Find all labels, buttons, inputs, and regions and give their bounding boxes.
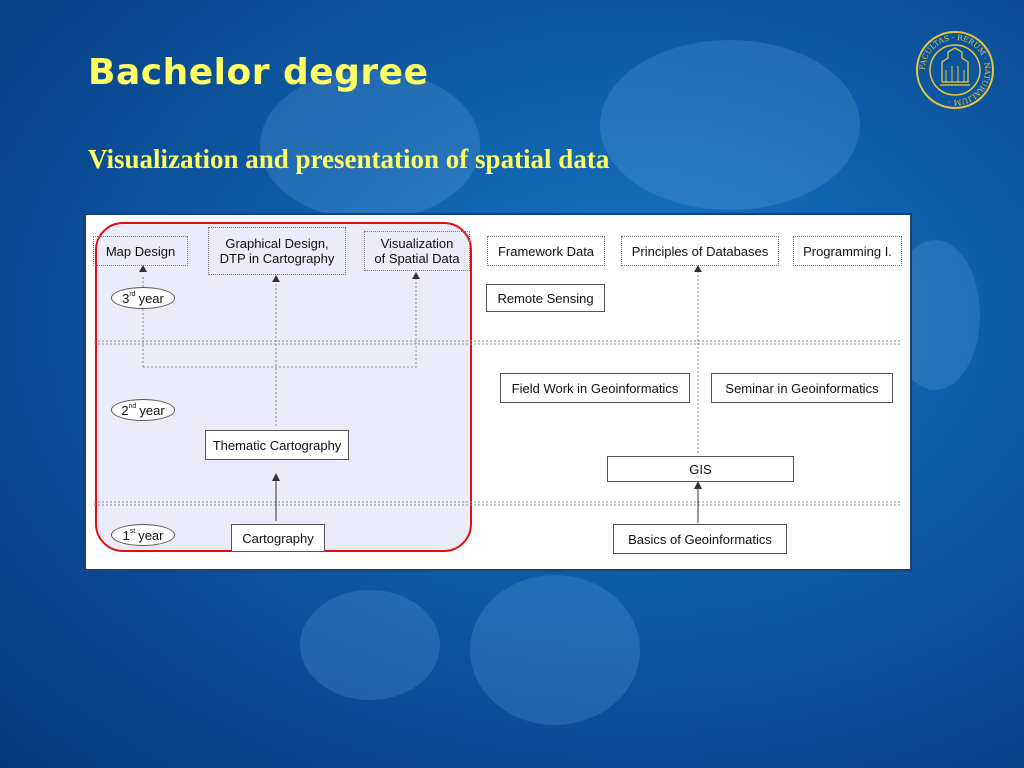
course-graphical-design: Graphical Design, DTP in Cartography xyxy=(208,227,346,275)
year-label-1: 1 $^{st}$ year xyxy=(111,524,175,546)
course-principles-of-databases: Principles of Databases xyxy=(621,236,779,266)
course-seminar-in-geoinformatics: Seminar in Geoinformatics xyxy=(711,373,893,403)
background-map-shape xyxy=(300,590,440,700)
course-field-work-in-geoinformatics: Field Work in Geoinformatics xyxy=(500,373,690,403)
faculty-seal-logo xyxy=(912,30,998,110)
course-framework-data: Framework Data xyxy=(487,236,605,266)
course-programming-1: Programming I. xyxy=(793,236,902,266)
course-basics-of-geoinformatics: Basics of Geoinformatics xyxy=(613,524,787,554)
curriculum-diagram xyxy=(84,213,912,571)
slide-subtitle: Visualization and presentation of spatial data xyxy=(88,144,610,174)
course-cartography: Cartography xyxy=(231,524,325,552)
course-remote-sensing: Remote Sensing xyxy=(486,284,605,312)
svg-text:FACULTAS · RERUM · NATURALIUM: FACULTAS · RERUM · NATURALIUM · xyxy=(917,32,993,108)
course-visualization-of-spatial-data: Visualization of Spatial Data xyxy=(364,231,470,271)
course-gis: GIS xyxy=(607,456,794,482)
course-map-design: Map Design xyxy=(93,236,188,266)
background-map-shape xyxy=(600,40,860,210)
year-label-3: 3 $^{rd}$ year xyxy=(111,287,175,309)
year-label-2: 2 $^{nd}$ year xyxy=(111,399,175,421)
course-thematic-cartography: Thematic Cartography xyxy=(205,430,349,460)
slide-title: Bachelor degree xyxy=(88,52,429,93)
background-map-shape xyxy=(470,575,640,725)
